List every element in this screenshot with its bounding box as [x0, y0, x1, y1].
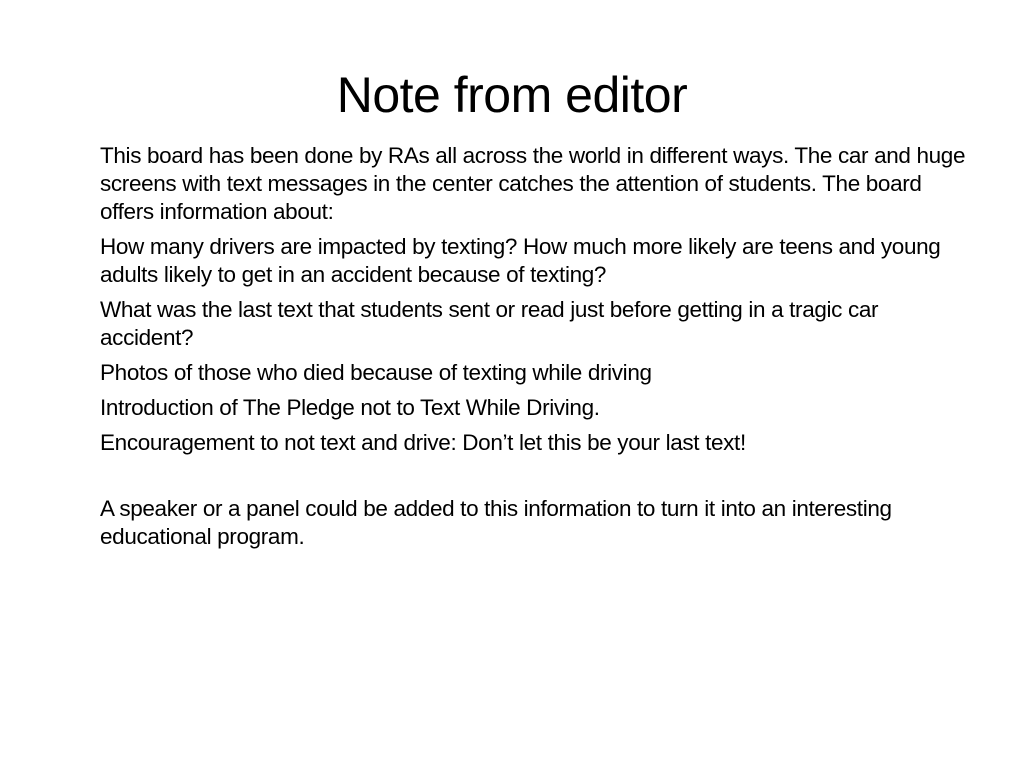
paragraph-pledge: Introduction of The Pledge not to Text While Driving. — [100, 395, 600, 420]
paragraph-drivers-impacted: How many drivers are impacted by texting? How much more likely are teens and young adults likely to get in an accident because of texting? — [100, 234, 941, 287]
paragraph-speaker-panel: A speaker or a panel could be added to this information to turn it into an interesting educational program. — [100, 496, 892, 549]
slide-body — [100, 142, 970, 551]
paragraph-photos: Photos of those who died because of texting while driving — [100, 360, 652, 385]
paragraph-board-info: This board has been done by RAs all across the world in different ways. The car and huge screens with text messages in the center catches the attention of students. The board offers information about: — [100, 143, 966, 224]
paragraph-last-text: What was the last text that students sent or read just before getting in a tragic car accident? — [100, 297, 879, 350]
slide-title: Note from editor — [336, 67, 688, 123]
paragraph-encouragement: Encouragement to not text and drive: Don’t let this be your last text! — [100, 430, 746, 455]
